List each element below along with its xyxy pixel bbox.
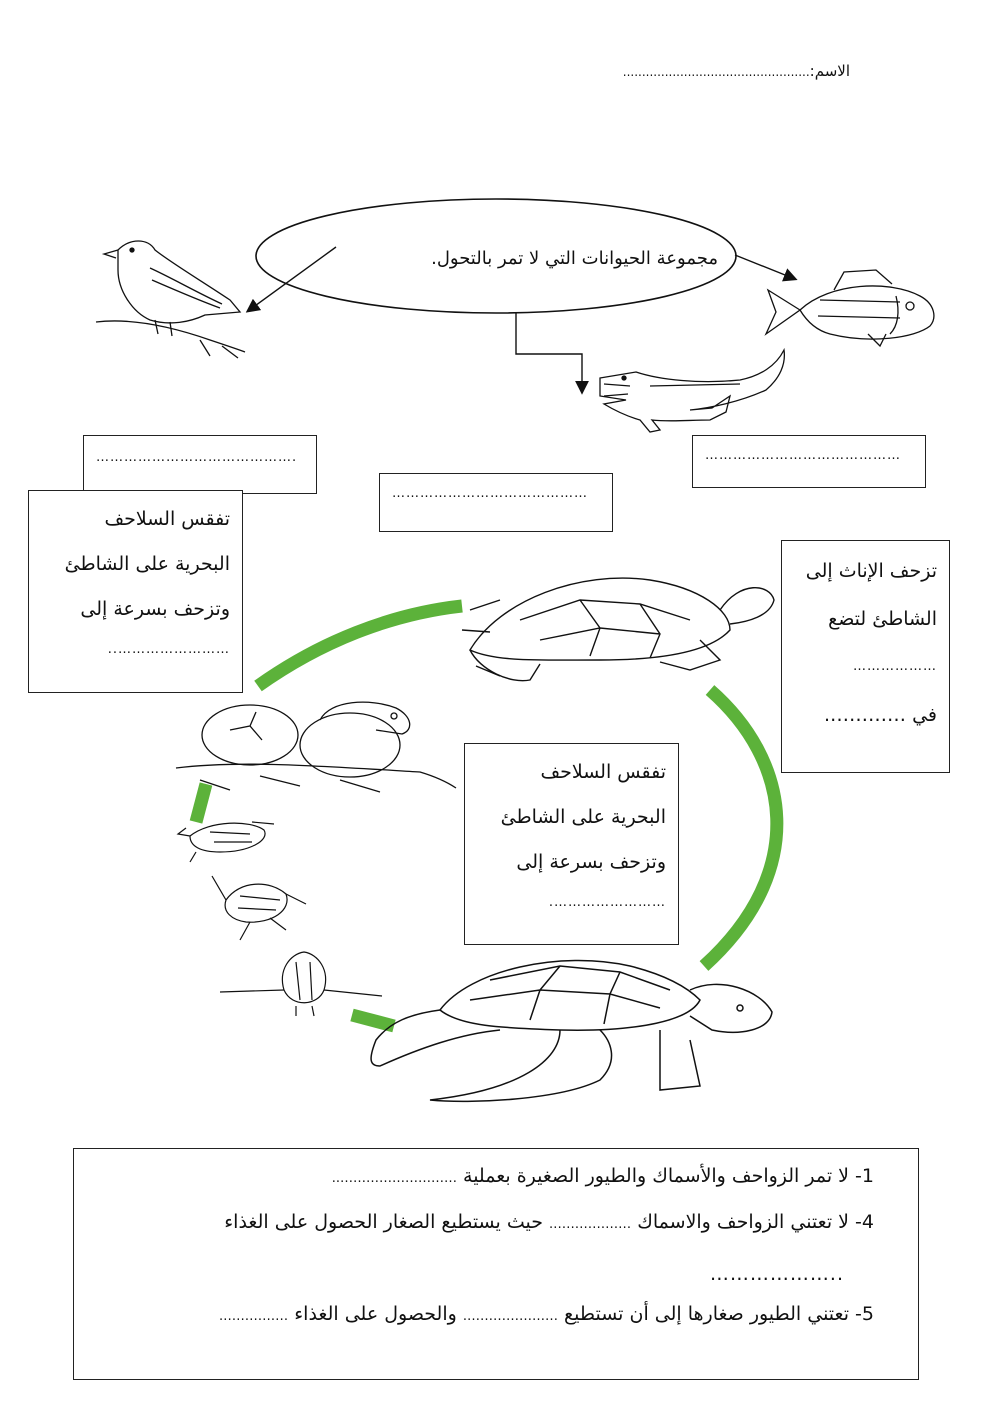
question-5 — [219, 1303, 874, 1325]
answer-blank-middle: …………………………………… — [392, 486, 588, 501]
cycle-arc-right — [704, 690, 777, 966]
question-4-blank[interactable]: ………………. — [549, 1217, 632, 1232]
question-5-number: 5- — [855, 1303, 874, 1325]
hatchling-turtle-2 — [212, 876, 306, 940]
cycle-arc-top — [258, 606, 462, 686]
answer-blank-left: ……………………………………. — [96, 450, 298, 465]
question-5-text2: والحصول على الغذاء — [294, 1303, 457, 1325]
box-left-line-2: البحرية على الشاطئ — [64, 553, 230, 575]
lifecycle-box-center — [464, 743, 679, 945]
lifecycle-box-left — [28, 490, 243, 693]
question-1-text: لا تمر الزواحف والأسماك والطيور الصغيرة بعملية — [463, 1165, 849, 1187]
question-1-blank[interactable]: ……………………….. — [331, 1171, 457, 1186]
question-4-number: 4- — [855, 1211, 874, 1233]
question-4-continuation[interactable]: ……………….. — [709, 1263, 844, 1285]
crocodile-drawing — [600, 350, 784, 432]
question-4 — [224, 1211, 874, 1233]
question-5-text: تعتني الطيور صغارها إلى أن تستطيع — [564, 1303, 849, 1325]
adult-turtle-bottom — [371, 960, 772, 1101]
box-center-line-1: تفقس السلاحف — [540, 761, 666, 783]
fish-drawing — [766, 270, 934, 346]
box-left-line-3: وتزحف بسرعة إلى — [80, 598, 230, 620]
arrow-to-fish — [735, 255, 795, 279]
box-left-blank[interactable]: …………………….. — [107, 642, 230, 657]
answer-box-right[interactable] — [692, 435, 926, 488]
questions-box — [73, 1148, 919, 1380]
arrow-to-crocodile — [516, 313, 582, 392]
box-right-line-2: الشاطئ لتضع — [828, 608, 937, 630]
box-left-line-1: تفقس السلاحف — [104, 508, 230, 530]
question-4-text2: حيث يستطيع الصغار الحصول على الغذاء — [224, 1211, 543, 1233]
answer-box-middle[interactable] — [379, 473, 613, 532]
arrow-to-bird — [248, 247, 336, 311]
question-5-blank[interactable]: …………………. — [462, 1309, 558, 1324]
hatchling-turtle-1 — [178, 822, 274, 862]
cycle-arc-left — [196, 784, 206, 822]
lifecycle-box-right — [781, 540, 950, 773]
answer-box-left[interactable] — [83, 435, 317, 494]
question-1 — [332, 1165, 874, 1187]
hatching-eggs — [176, 702, 456, 792]
box-center-line-2: البحرية على الشاطئ — [500, 806, 666, 828]
answer-blank-right: …………………………………… — [705, 448, 901, 463]
name-label: الاسم: — [809, 62, 850, 80]
question-4-text: لا تعتني الزواحف والاسماك — [637, 1211, 849, 1233]
box-right-blank-1[interactable]: ……………… — [853, 659, 937, 674]
name-blank[interactable]: ................................................. — [622, 65, 810, 79]
box-right-line-1: تزحف الإناث إلى — [805, 560, 937, 582]
cycle-arc-bottom — [352, 1015, 394, 1026]
hatchling-turtle-3 — [220, 952, 382, 1016]
question-1-number: 1- — [855, 1165, 874, 1187]
question-5-blank-2[interactable]: ……………. — [219, 1309, 289, 1324]
box-right-line-4[interactable]: في …………. — [824, 704, 937, 726]
concept-title: مجموعة الحيوانات التي لا تمر بالتحول. — [431, 248, 718, 269]
adult-turtle-top — [462, 578, 774, 681]
bird-drawing — [96, 241, 245, 358]
box-center-line-3: وتزحف بسرعة إلى — [516, 851, 666, 873]
box-center-blank[interactable]: ……………………. — [548, 895, 666, 910]
